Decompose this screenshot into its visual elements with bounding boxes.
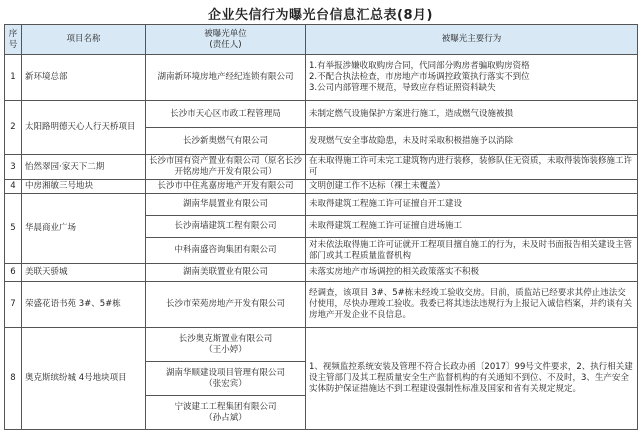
row-entity: 长沙奥克斯置业有限公司 （王小婷） bbox=[146, 328, 306, 362]
row-project: 中房湘敏三号地块 bbox=[22, 180, 146, 194]
row-project: 华晨商业广场 bbox=[22, 194, 146, 264]
row-issue: 发现燃气安全事故隐患，未及时采取积极措施予以消除 bbox=[306, 128, 638, 155]
row-entity: 长沙市荣苑房地产开发有限公司 bbox=[146, 282, 306, 328]
row-issue: 未取得建筑工程施工许可证擅自进场施工 bbox=[306, 216, 638, 238]
row-no: 3 bbox=[5, 155, 22, 180]
row-project: 太阳路明德天心人行天桥项目 bbox=[22, 101, 146, 155]
table-row bbox=[5, 101, 638, 128]
row-project: 奥克斯缤纷城 4号地块项目 bbox=[22, 328, 146, 430]
row-project: 美联天骄城 bbox=[22, 264, 146, 282]
table-row bbox=[5, 155, 638, 180]
row-project: 荣盛花语书苑 3#、5#栋 bbox=[22, 282, 146, 328]
row-no: 5 bbox=[5, 194, 22, 264]
row-entity: 湖南华顺建设项目管理有限公司 （张宏宾） bbox=[146, 362, 306, 396]
row-issue: 文明创建工作不达标（裸土未覆盖） bbox=[306, 180, 638, 194]
page-title: 企业失信行为曝光台信息汇总表(8月) bbox=[208, 8, 433, 23]
row-issue: 在未取得施工许可未完工建筑物内进行装修，装修队住无资质，未取得装饰装修施工许可 bbox=[306, 155, 638, 180]
header-project: 项目名称 bbox=[22, 25, 146, 55]
row-issue: 未制定燃气设施保护方案进行施工，造成燃气设施被损 bbox=[306, 101, 638, 128]
row-issue: 经调查，该项目 3#、5#栋未经竣工验收交房。目前，质监站已经要求其停止违法交付使用，尽快办理竣工验收。我委已将其违法违规行为上报记入诚信档案，并约谈有关房地产开发企业不良信息。 bbox=[306, 282, 638, 328]
row-entity: 长沙市天心区市政工程管理局 bbox=[146, 101, 306, 128]
table-row bbox=[5, 55, 638, 101]
row-no: 4 bbox=[5, 180, 22, 194]
row-no: 7 bbox=[5, 282, 22, 328]
row-no: 2 bbox=[5, 101, 22, 155]
row-project: 新环境总部 bbox=[22, 55, 146, 101]
row-issue: 未取得建筑工程施工许可证擅自开工建设 bbox=[306, 194, 638, 216]
table-header-row bbox=[5, 25, 638, 55]
header-no: 序号 bbox=[5, 25, 22, 55]
row-entity: 长沙市国有资产置业有限公司（原名长沙开铭房地产开发有限公司） bbox=[146, 155, 306, 180]
row-no: 1 bbox=[5, 55, 22, 101]
header-entity-line1: 被曝光单位 bbox=[204, 28, 247, 39]
row-entity: 长沙南墙建筑工程有限公司 bbox=[146, 216, 306, 238]
table-row bbox=[5, 194, 638, 216]
row-issue: 1、视频监控系统安装及管理不符合长政办函〔2017〕99号文件要求，2、执行相关建设主管部门及其工程质量安全生产监督机构的有关通知不到位、不及时，3、生产安全实体防护保证措施达不到工程建设强制性标准及国家和省有关规定规定。 bbox=[306, 328, 638, 430]
row-entity: 中科南盛咨询集团有限公司 bbox=[146, 238, 306, 264]
row-entity: 长沙新奥燃气有限公司 bbox=[146, 128, 306, 155]
table-row bbox=[5, 180, 638, 194]
row-entity: 湖南新环境房地产经纪连锁有限公司 bbox=[146, 55, 306, 101]
row-entity: 长沙市中住兆嘉房地产开发有限公司 bbox=[146, 180, 306, 194]
table-row bbox=[5, 264, 638, 282]
row-issue: 未落实房地产市场调控的相关政策落实不积极 bbox=[306, 264, 638, 282]
row-no: 6 bbox=[5, 264, 22, 282]
row-issue: 1.有举报涉嫌收取购房合同，代同部分购房者骗取购房资格 2.不配合执法检查，市房地产市场调控政策执行落实不到位 3.公司内部管理不规范，导致应存档证照资料缺失 bbox=[306, 55, 638, 101]
row-entity: 湖南华晨置业有限公司 bbox=[146, 194, 306, 216]
table-row bbox=[5, 328, 638, 362]
row-issue: 对未依法取得施工许可证就开工程项目擅自施工的行为，未及时书面报告相关建设主管部门或其工程质量监督机构 bbox=[306, 238, 638, 264]
row-project: 怡然翠园·家天下二期 bbox=[22, 155, 146, 180]
row-entity: 湖南美联置业有限公司 bbox=[146, 264, 306, 282]
header-issue: 被曝光主要行为 bbox=[306, 25, 638, 55]
disclosure-table bbox=[4, 24, 638, 430]
header-entity-line2: (责任人) bbox=[209, 39, 242, 50]
header-entity bbox=[146, 25, 306, 55]
table-row bbox=[5, 282, 638, 328]
row-no: 8 bbox=[5, 328, 22, 430]
row-entity: 宁波建工工程集团有限公司 （孙占斌） bbox=[146, 396, 306, 430]
